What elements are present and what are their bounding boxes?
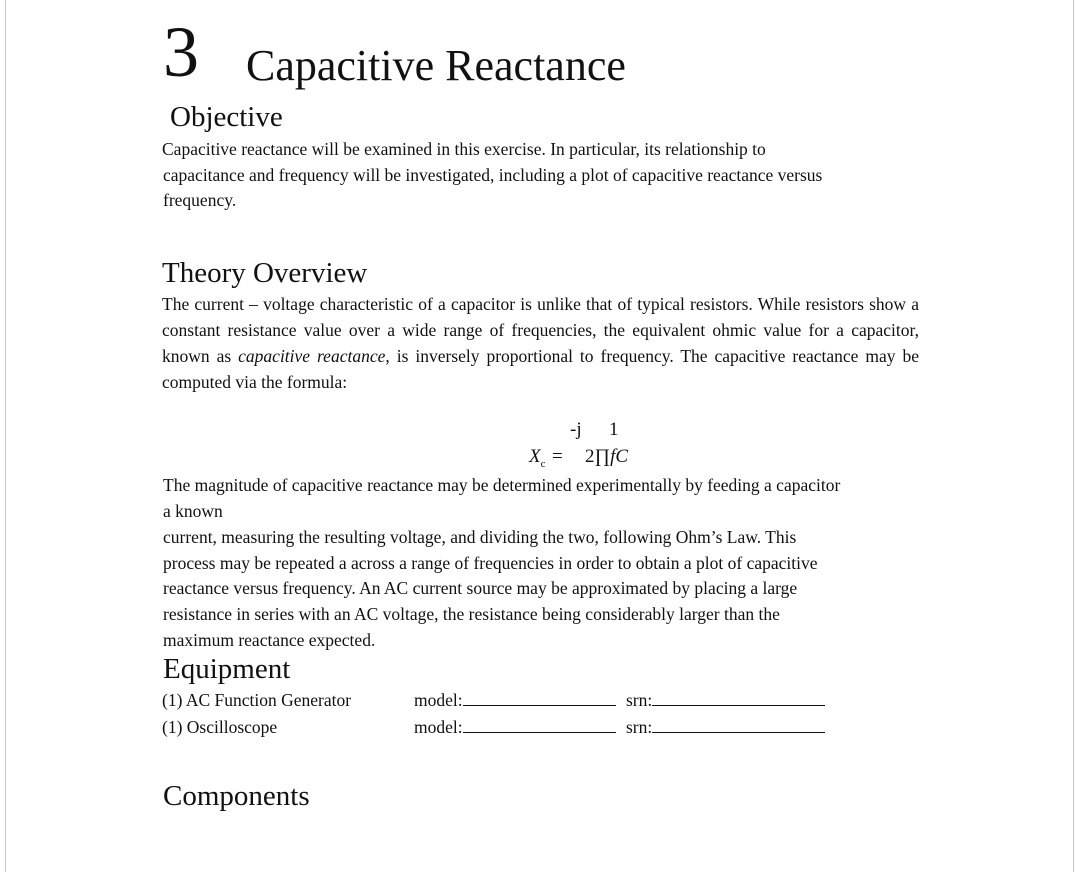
page-border-right bbox=[1073, 0, 1074, 872]
theory-p2-line-1: The magnitude of capacitive reactance may be determined experimentally by feeding a capacitor bbox=[163, 475, 841, 495]
srn-label: srn: bbox=[626, 690, 653, 710]
srn-blank[interactable] bbox=[652, 689, 825, 706]
theory-p2-line-3: current, measuring the resulting voltage, and dividing the two, following Ohm’s Law. This bbox=[163, 527, 797, 547]
formula-denominator-suffix: fC bbox=[610, 446, 629, 467]
chapter-title: Capacitive Reactance bbox=[246, 41, 626, 90]
capacitive-reactance-term: capacitive reactance bbox=[238, 346, 386, 366]
formula-lhs-subscript: c bbox=[540, 457, 546, 470]
objective-heading: Objective bbox=[170, 101, 283, 133]
objective-line-2: capacitance and frequency will be investigated, including a plot of capacitive reactance versus bbox=[163, 165, 823, 185]
equipment-name: (1) Oscilloscope bbox=[162, 717, 278, 737]
formula-equals: = bbox=[552, 446, 563, 467]
formula-lhs-symbol: X bbox=[529, 446, 541, 467]
model-label: model: bbox=[414, 690, 463, 710]
model-blank[interactable] bbox=[463, 689, 616, 706]
equipment-item bbox=[162, 687, 351, 713]
equipment-item bbox=[162, 714, 277, 740]
theory-p2-line-4: process may be repeated a across a range of frequencies in order to obtain a plot of capacitive bbox=[163, 553, 818, 573]
model-label: model: bbox=[414, 717, 463, 737]
theory-heading: Theory Overview bbox=[162, 257, 368, 289]
theory-p2-line-6: resistance in series with an AC voltage, the resistance being considerably larger than the bbox=[163, 604, 780, 624]
equipment-model bbox=[414, 687, 616, 713]
srn-blank[interactable] bbox=[652, 716, 825, 733]
equipment-name: (1) AC Function Generator bbox=[162, 690, 352, 710]
formula-numerator-j: -j bbox=[570, 419, 582, 440]
chapter-number: 3 bbox=[163, 12, 199, 92]
objective-line-1: Capacitive reactance will be examined in this exercise. In particular, its relationship to bbox=[162, 139, 766, 159]
theory-text-after: , is inversely proportional to frequency. The capacitive reactance may be computed via the formula: bbox=[162, 346, 920, 392]
equipment-srn bbox=[626, 687, 825, 713]
formula-denominator bbox=[585, 444, 628, 470]
theory-p2-line-5: reactance versus frequency. An AC current source may be approximated by placing a large bbox=[163, 578, 798, 598]
page-border-left bbox=[5, 0, 6, 872]
objective-line-3: frequency. bbox=[163, 190, 237, 210]
equipment-model bbox=[414, 714, 616, 740]
equipment-heading: Equipment bbox=[163, 653, 291, 685]
components-heading: Components bbox=[163, 780, 310, 812]
formula-numerator-one: 1 bbox=[609, 419, 619, 440]
theory-paragraph-1 bbox=[162, 291, 919, 395]
model-blank[interactable] bbox=[463, 716, 616, 733]
theory-p2-line-2: a known bbox=[163, 501, 223, 521]
equipment-srn bbox=[626, 714, 825, 740]
formula-denominator-prefix: 2∏ bbox=[585, 446, 611, 467]
theory-text-before: The current – voltage characteristic of a capacitor is unlike that of typical resistors. While resistors show a constant resistance value over a wide range of frequencies, the equivalent ohmic value for a capacitor, known as bbox=[162, 294, 919, 366]
theory-p2-line-7: maximum reactance expected. bbox=[163, 630, 376, 650]
srn-label: srn: bbox=[626, 717, 653, 737]
